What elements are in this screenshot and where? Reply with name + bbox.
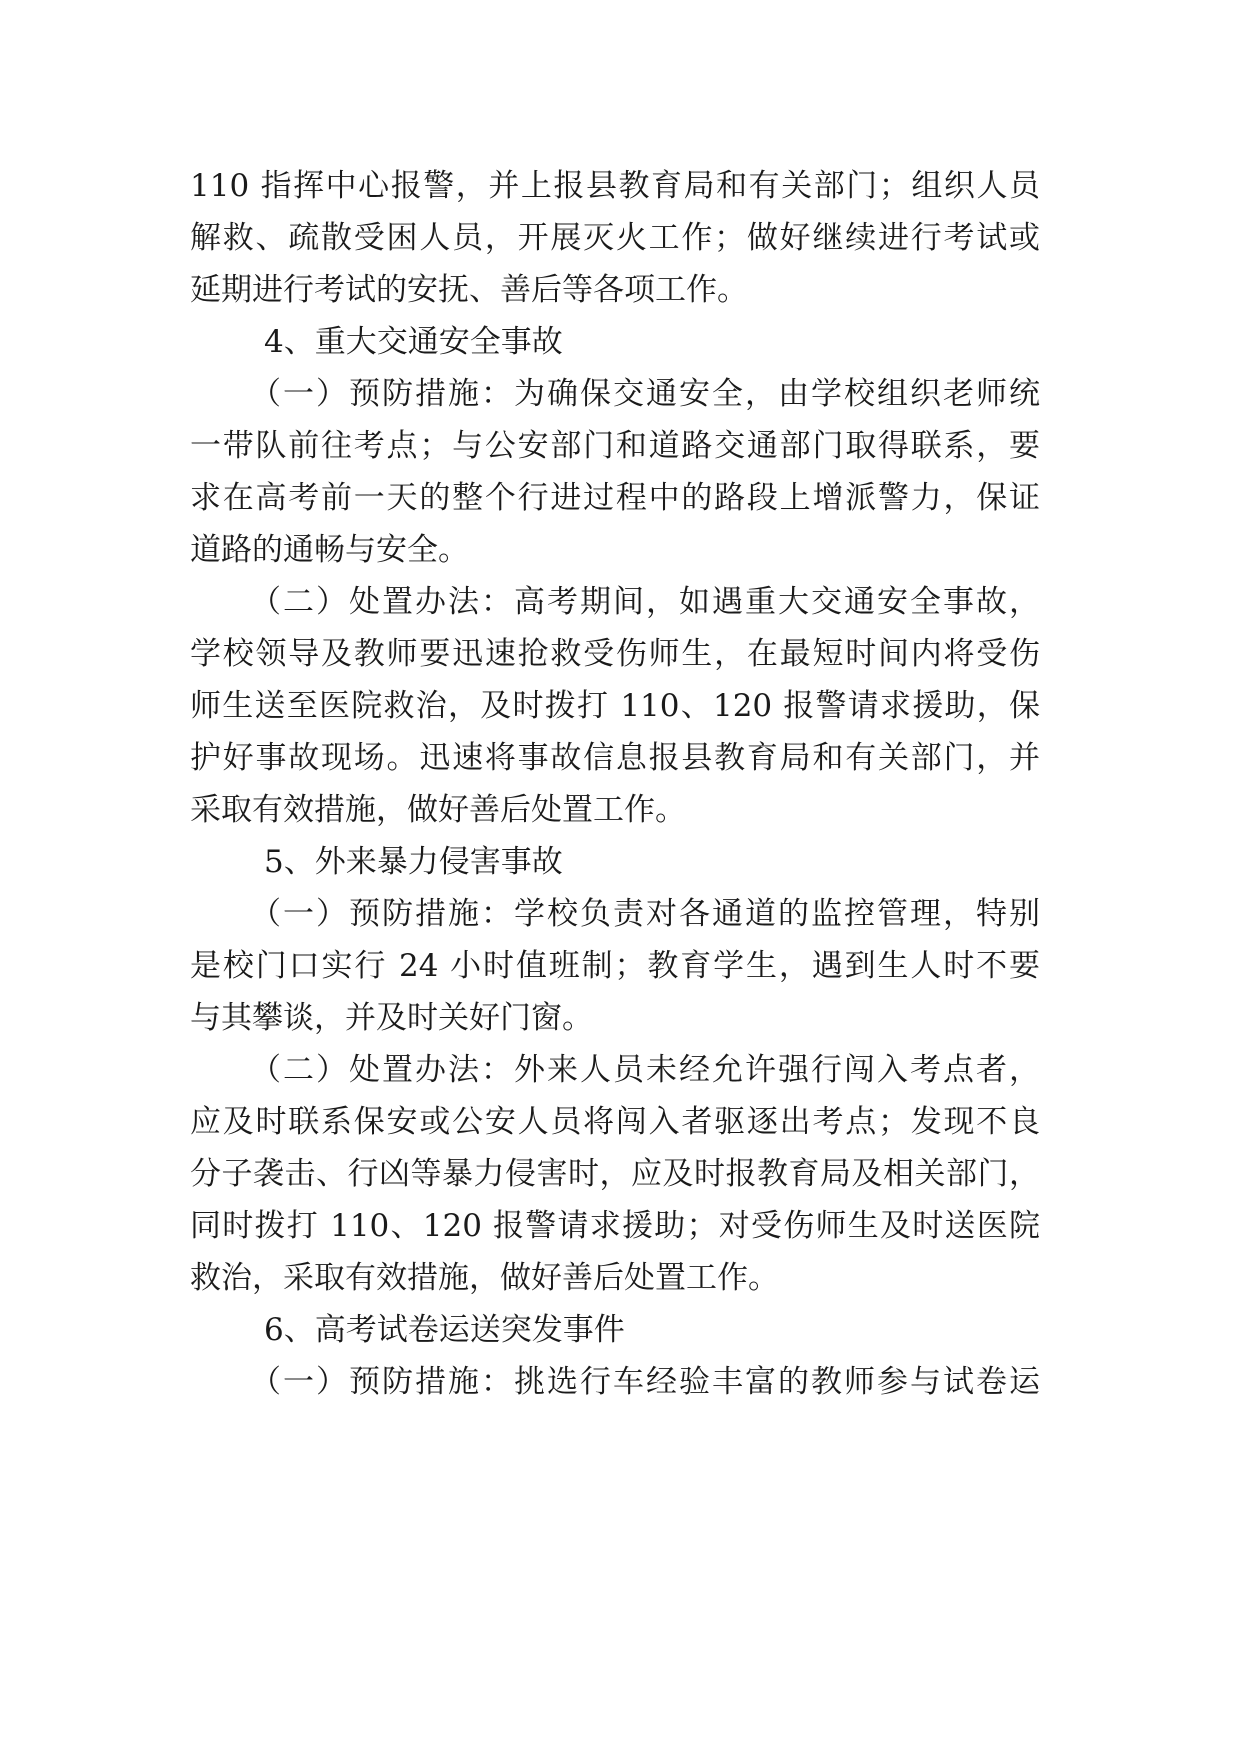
section-heading: 5、外来暴力侵害事故 — [264, 844, 563, 880]
body-line: （二）处置办法：高考期间，如遇重大交通安全事故， — [250, 584, 1040, 620]
body-line: （二）处置办法：外来人员未经允许强行闯入考点者， — [250, 1052, 1040, 1088]
body-line: 护好事故现场。迅速将事故信息报县教育局和有关部门，并 — [190, 740, 1040, 776]
body-line: 救治，采取有效措施，做好善后处置工作。 — [190, 1260, 779, 1296]
body-line: 一带队前往考点；与公安部门和道路交通部门取得联系，要 — [190, 428, 1040, 464]
body-line: 分子袭击、行凶等暴力侵害时，应及时报教育局及相关部门， — [190, 1156, 1040, 1192]
body-line: （一）预防措施：挑选行车经验丰富的教师参与试卷运 — [250, 1364, 1040, 1400]
body-line: 110 指挥中心报警，并上报县教育局和有关部门；组织人员 — [190, 168, 1040, 204]
body-line: （一）预防措施：为确保交通安全，由学校组织老师统 — [250, 376, 1040, 412]
body-line: 与其攀谈，并及时关好门窗。 — [190, 1000, 593, 1036]
body-line: 道路的通畅与安全。 — [190, 532, 469, 568]
body-line: 采取有效措施，做好善后处置工作。 — [190, 792, 686, 828]
section-heading: 6、高考试卷运送突发事件 — [264, 1312, 625, 1348]
body-line: 是校门口实行 24 小时值班制；教育学生，遇到生人时不要 — [190, 948, 1040, 984]
body-line: 求在高考前一天的整个行进过程中的路段上增派警力，保证 — [190, 480, 1040, 516]
body-line: 延期进行考试的安抚、善后等各项工作。 — [190, 272, 748, 308]
body-line: 解救、疏散受困人员，开展灭火工作；做好继续进行考试或 — [190, 220, 1040, 256]
body-line: 应及时联系保安或公安人员将闯入者驱逐出考点；发现不良 — [190, 1104, 1040, 1140]
body-line: 学校领导及教师要迅速抢救受伤师生，在最短时间内将受伤 — [190, 636, 1040, 672]
body-line: 师生送至医院救治，及时拨打 110、120 报警请求援助，保 — [190, 688, 1040, 724]
body-line: （一）预防措施：学校负责对各通道的监控管理，特别 — [250, 896, 1040, 932]
section-heading: 4、重大交通安全事故 — [264, 324, 563, 360]
body-line: 同时拨打 110、120 报警请求援助；对受伤师生及时送医院 — [190, 1208, 1040, 1244]
